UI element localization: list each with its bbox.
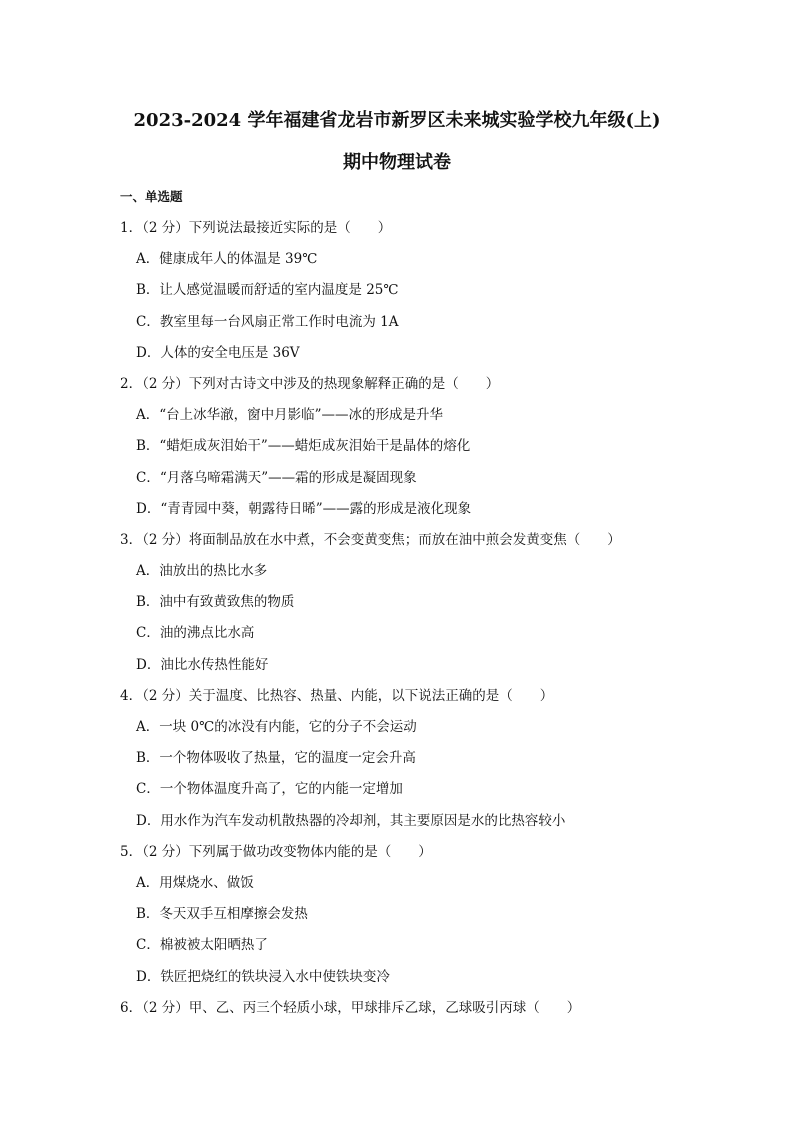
question-2-option-b: B．“蜡炬成灰泪始干”——蜡炬成灰泪始干是晶体的熔化 xyxy=(136,438,471,455)
question-5-option-c: C．棉被被太阳晒热了 xyxy=(136,937,268,954)
question-3-option-d: D．油比水传热性能好 xyxy=(136,656,269,673)
question-4-option-c: C．一个物体温度升高了，它的内能一定增加 xyxy=(136,781,403,798)
question-1-option-d: D．人体的安全电压是 36V xyxy=(136,344,300,361)
question-5-option-a: A．用煤烧水、做饭 xyxy=(136,874,254,891)
question-1-option-c: C．教室里每一台风扇正常工作时电流为 1A xyxy=(136,313,399,330)
question-1-option-a: A．健康成年人的体温是 39℃ xyxy=(136,251,318,268)
exam-title-line1: 2023-2024 学年福建省龙岩市新罗区未来城实验学校九年级(上) xyxy=(133,110,661,131)
question-4-option-b: B．一个物体吸收了热量，它的温度一定会升高 xyxy=(136,750,416,767)
question-2-stem: 2．（2 分）下列对古诗文中涉及的热现象解释正确的是（ ） xyxy=(120,375,500,392)
question-1-option-b: B．让人感觉温暖而舒适的室内温度是 25℃ xyxy=(136,282,399,299)
question-4-option-a: A．一块 0℃的冰没有内能，它的分子不会运动 xyxy=(136,719,417,735)
section-heading: 一、单选题 xyxy=(120,189,183,204)
question-6-stem: 6．（2 分）甲、乙、丙三个轻质小球，甲球排斥乙球，乙球吸引丙球（ ） xyxy=(120,999,581,1016)
question-4-option-d: D．用水作为汽车发动机散热器的冷却剂，其主要原因是水的比热容较小 xyxy=(136,812,566,829)
question-3-option-b: B．油中有致黄致焦的物质 xyxy=(136,594,295,611)
question-5-stem: 5．（2 分）下列属于做功改变物体内能的是（ ） xyxy=(120,843,432,860)
question-5-option-b: B．冬天双手互相摩擦会发热 xyxy=(136,906,308,923)
question-list xyxy=(120,213,720,1024)
question-2-option-c: C．“月落乌啼霜满天”——霜的形成是凝固现象 xyxy=(136,469,417,486)
question-1-stem: 1．（2 分）下列说法最接近实际的是（ ） xyxy=(120,220,392,236)
exam-title-line2: 期中物理试卷 xyxy=(343,152,451,173)
question-3-option-c: C．油的沸点比水高 xyxy=(136,625,255,642)
question-2-option-d: D．“青青园中葵，朝露待日晞”——露的形成是液化现象 xyxy=(136,500,472,517)
question-4-stem: 4．（2 分）关于温度、比热容、热量、内能，以下说法正确的是（ ） xyxy=(120,687,554,704)
question-2-option-a: A．“台上冰华澈，窗中月影临”——冰的形成是升华 xyxy=(136,407,444,424)
question-3-option-a: A．油放出的热比水多 xyxy=(136,563,268,580)
question-5-option-d: D．铁匠把烧红的铁块浸入水中使铁块变冷 xyxy=(136,968,390,985)
question-3-stem: 3．（2 分）将面制品放在水中煮，不会变黄变焦；而放在油中煎会发黄变焦（ ） xyxy=(120,531,621,548)
